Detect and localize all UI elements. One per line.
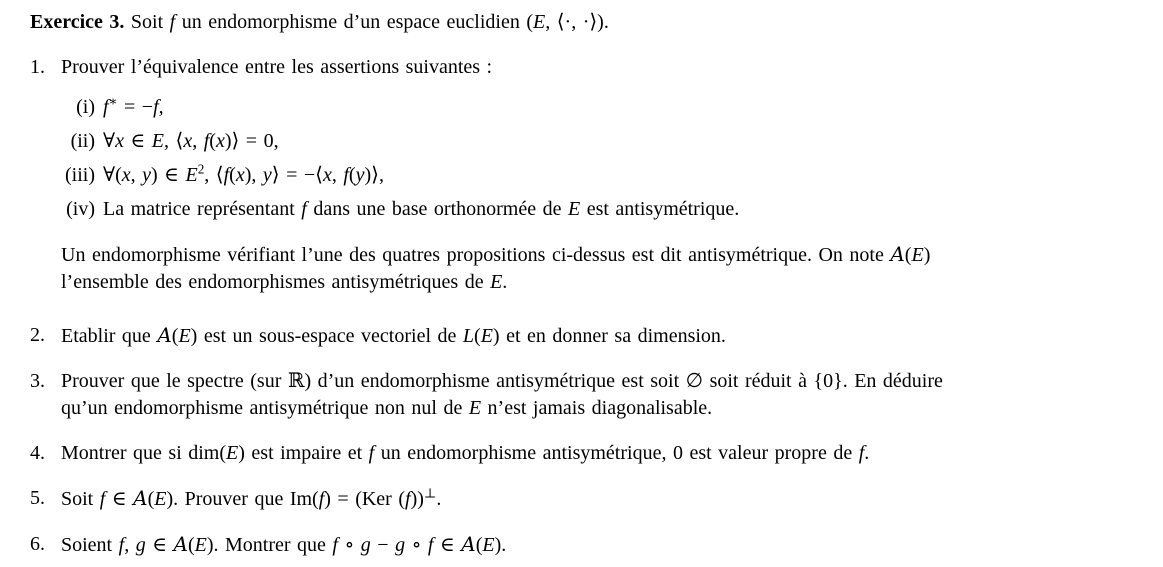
exercise-heading: Exercice 3. Soit f un endomorphisme d’un espace euclidien (E, ⟨·, ·⟩). bbox=[30, 11, 609, 33]
item-text: Etablir que A(E) est un sous-espace vectoriel de L(E) et en donner sa dimension. bbox=[61, 323, 726, 347]
assertion-item-i bbox=[61, 94, 1135, 121]
exercise-item-2 bbox=[30, 322, 1135, 350]
exercise-item-1 bbox=[30, 54, 1135, 304]
assertion-list bbox=[61, 94, 1135, 223]
assertion-text: La matrice représentant f dans une base orthonormée de E est antisymétrique. bbox=[103, 198, 740, 220]
assertion-label: (i) bbox=[76, 96, 95, 118]
exercise-item-6 bbox=[30, 531, 1135, 559]
item-number: 5. bbox=[30, 487, 45, 509]
assertion-item-iii bbox=[61, 162, 1135, 189]
assertion-label: (iv) bbox=[66, 198, 95, 220]
assertion-item-ii bbox=[61, 128, 1135, 155]
item-number: 1. bbox=[30, 56, 45, 78]
assertion-label: (ii) bbox=[70, 130, 95, 152]
item-text: Prouver l’équivalence entre les assertions suivantes : bbox=[61, 56, 493, 78]
item-number: 3. bbox=[30, 370, 45, 392]
assertion-item-iv bbox=[61, 196, 1135, 223]
item-text: Montrer que si dim(E) est impaire et f un endomorphisme antisymétrique, 0 est valeur propre de f. bbox=[61, 442, 870, 464]
item-body bbox=[61, 54, 1135, 304]
item-number: 6. bbox=[30, 533, 45, 555]
assertion-label: (iii) bbox=[65, 164, 95, 186]
item-text: Soient f, g ∈ A(E). Montrer que f ∘ g − g ∘ f ∈ A(E). bbox=[61, 532, 507, 556]
item-number: 2. bbox=[30, 324, 45, 346]
assertion-text: f∗ = −f, bbox=[103, 93, 164, 118]
item-text: Prouver que le spectre (sur ℝ) d’un endomorphisme antisymétrique est soit ∅ soit réduit à {0}. En déduire qu’un endomorphisme antisymétrique non nul de E n’est jamais diagonalisable. bbox=[61, 370, 943, 419]
exercise-item-3 bbox=[30, 368, 1135, 422]
item-number: 4. bbox=[30, 442, 45, 464]
exercise-item-5 bbox=[30, 485, 1135, 513]
item-note: Un endomorphisme vérifiant l’une des quatres propositions ci-dessus est dit antisymétrique. On note A(E) l’ensemble des endomorphismes antisymétriques de E. bbox=[61, 242, 931, 293]
assertion-text: ∀x ∈ E, ⟨x, f(x)⟩ = 0, bbox=[103, 130, 279, 152]
exercise-item-4 bbox=[30, 440, 1135, 467]
item-text: Soit f ∈ A(E). Prouver que Im(f) = (Ker (f))⊥. bbox=[61, 485, 442, 510]
assertion-text: ∀(x, y) ∈ $E^2$, ⟨f(x), y⟩ = −⟨x, f(y)⟩, bbox=[103, 161, 384, 186]
